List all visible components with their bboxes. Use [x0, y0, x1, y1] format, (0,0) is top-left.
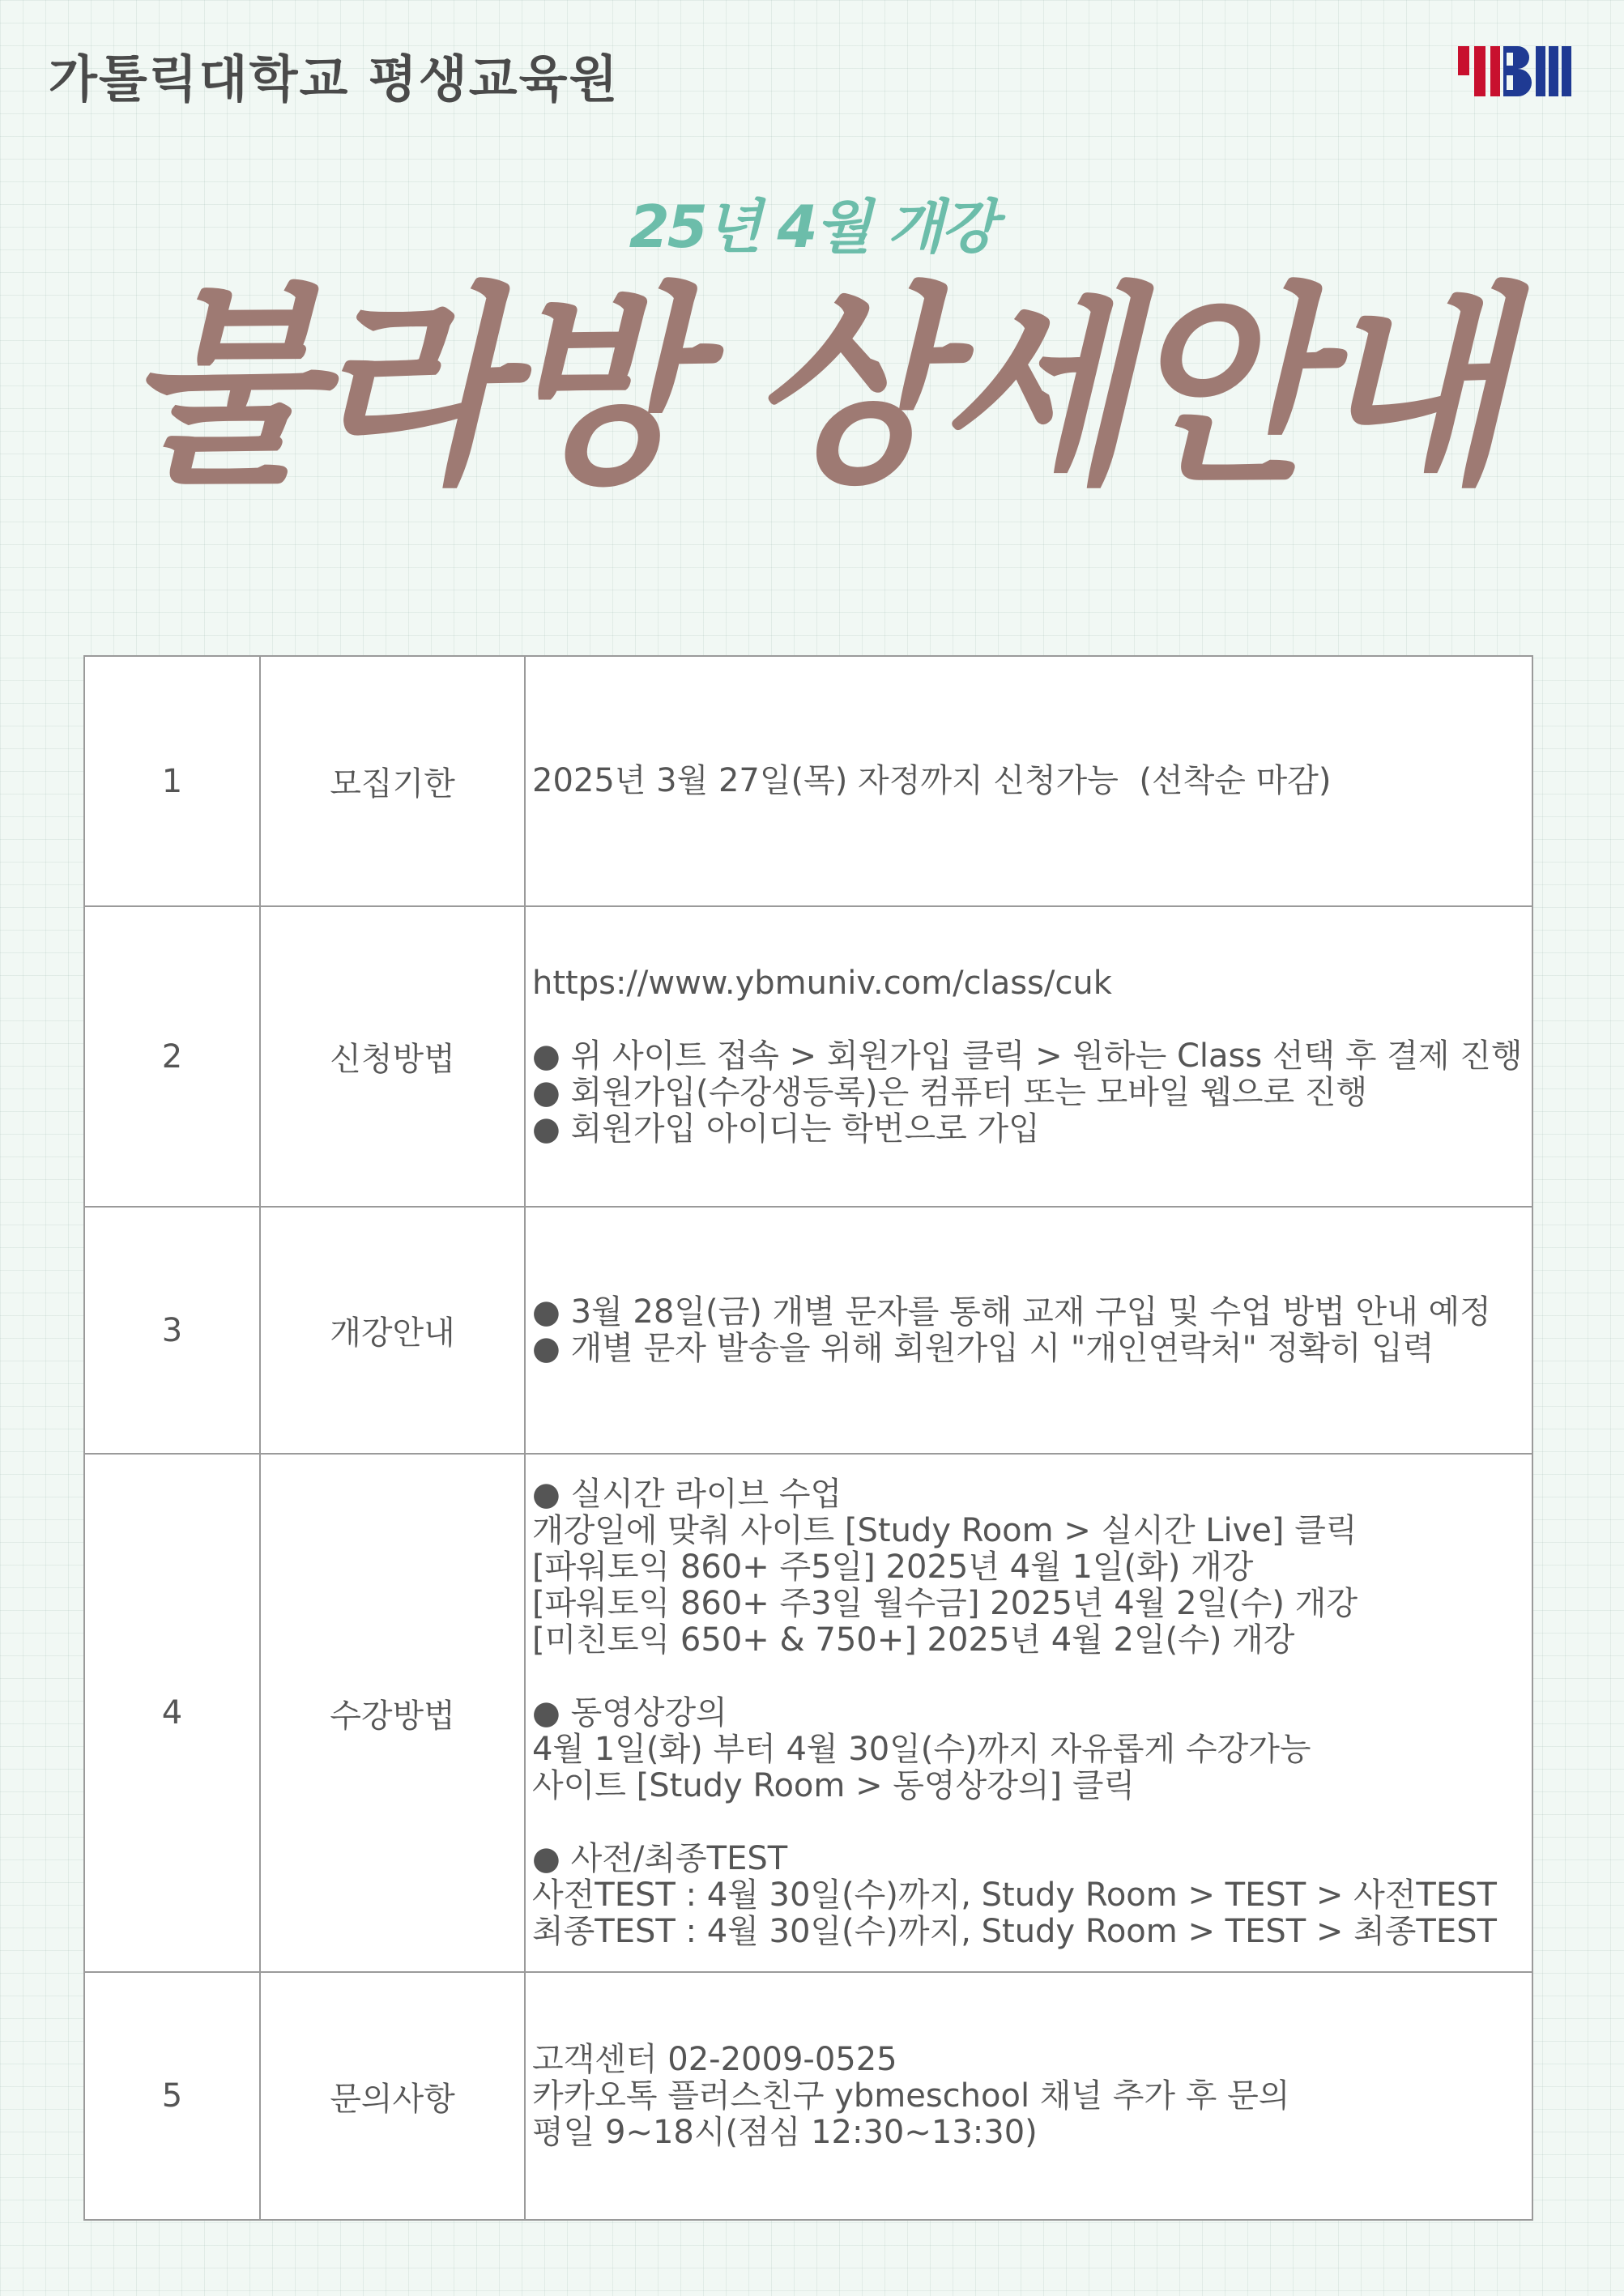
row-label: 모집기한 [260, 656, 525, 906]
row-number: 1 [84, 656, 260, 906]
content-line: ● 회원가입 아이디는 학번으로 가입 [532, 1110, 1040, 1148]
subtitle: 25년 4월 개강 [629, 193, 995, 261]
row-content [525, 1972, 1532, 2220]
content-line [532, 1659, 1532, 1695]
content-line [532, 1002, 1532, 1038]
content-line: 카카오톡 플러스친구 ybmeschool 채널 추가 후 문의 [532, 2077, 1290, 2115]
content-line: 평일 9~18시(점심 12:30~13:30) [532, 2113, 1038, 2151]
row-content [525, 1207, 1532, 1454]
content-line: ● 3월 28일(금) 개별 문자를 통해 교재 구입 및 수업 방법 안내 예정 [532, 1293, 1491, 1331]
content-line: 개강일에 맞춰 사이트 [Study Room > 실시간 Live] 클릭 [532, 1511, 1358, 1549]
row-number: 3 [84, 1207, 260, 1454]
content-line: ● 실시간 라이브 수업 [532, 1475, 842, 1513]
content-line: ● 사전/최종TEST [532, 1839, 788, 1877]
content-line: 최종TEST : 4월 30일(수)까지, Study Room > TEST > 최종TEST [532, 1912, 1497, 1950]
row-label: 개강안내 [260, 1207, 525, 1454]
site-url: https://www.ybmuniv.com/class/cuk [532, 965, 1112, 1002]
row-number: 4 [84, 1454, 260, 1972]
content-line: [미친토익 650+ & 750+] 2025년 4월 2일(수) 개강 [532, 1621, 1295, 1659]
row-content [525, 656, 1532, 906]
content-line: ● 회원가입(수강생등록)은 컴퓨터 또는 모바일 웹으로 진행 [532, 1074, 1368, 1111]
content-line: ● 동영상강의 [532, 1693, 727, 1732]
content-line: ● 개별 문자 발송을 위해 회원가입 시 "개인연락처" 정확히 입력 [532, 1329, 1434, 1367]
content-line: 2025년 3월 27일(목) 자정까지 신청가능 (선착순 마감) [532, 762, 1332, 799]
content-line: [파워토익 860+ 주5일] 2025년 4월 1일(화) 개강 [532, 1548, 1254, 1586]
row-number: 5 [84, 1972, 260, 2220]
table-row [84, 1454, 1532, 1972]
org-name: 가톨릭대학교 평생교육원 [49, 49, 620, 109]
table-row [84, 1972, 1532, 2220]
content-line: 사전TEST : 4월 30일(수)까지, Study Room > TEST > 사전TEST [532, 1876, 1497, 1914]
ybm-logo [1458, 45, 1578, 98]
content-line: 4월 1일(화) 부터 4월 30일(수)까지 자유롭게 수강가능 [532, 1730, 1311, 1768]
content-line: 고객센터 02-2009-0525 [532, 2040, 897, 2078]
table-row [84, 656, 1532, 906]
content-line: ● 위 사이트 접속 > 회원가입 클릭 > 원하는 Class 선택 후 결제 진행 [532, 1037, 1523, 1075]
row-number: 2 [84, 906, 260, 1207]
row-content [525, 906, 1532, 1207]
row-label: 신청방법 [260, 906, 525, 1207]
row-label: 문의사항 [260, 1972, 525, 2220]
table-row [84, 906, 1532, 1207]
content-line: [파워토익 860+ 주3일 월수금] 2025년 4월 2일(수) 개강 [532, 1584, 1358, 1622]
row-label: 수강방법 [260, 1454, 525, 1972]
row-content [525, 1454, 1532, 1972]
content-line: 사이트 [Study Room > 동영상강의] 클릭 [532, 1766, 1136, 1804]
content-line [532, 1804, 1532, 1841]
info-table [83, 655, 1533, 2221]
page-title: 불라방 상세안내 [124, 264, 1500, 513]
table-row [84, 1207, 1532, 1454]
